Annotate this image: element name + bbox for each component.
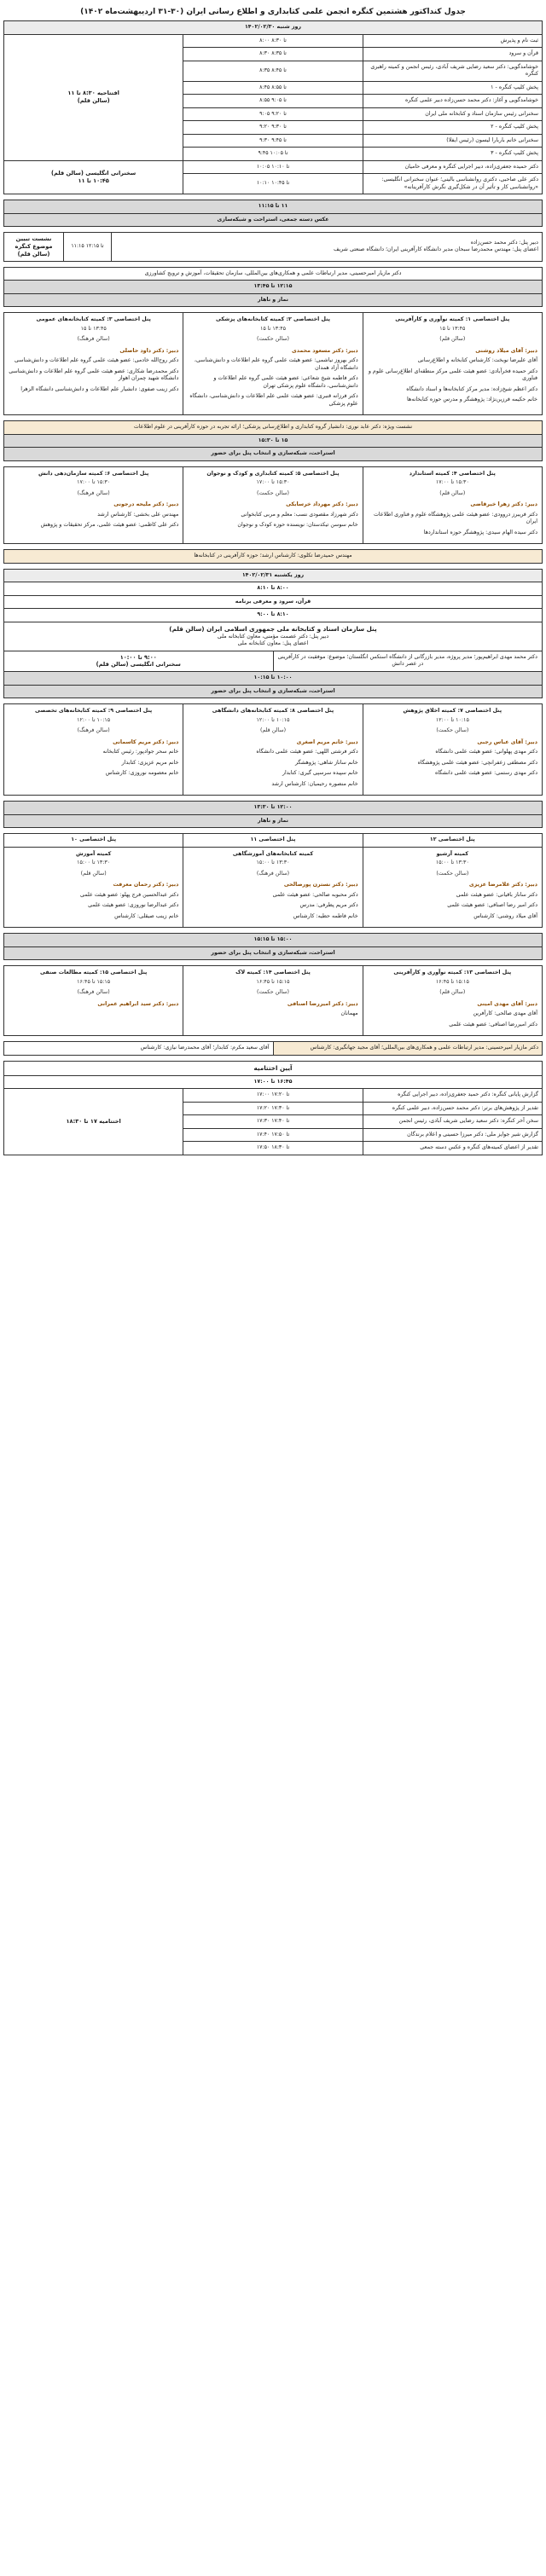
panel-hall: (سالن قلم) xyxy=(80,870,107,877)
panel-head: پنل اختصاصی ۱: کمیته نوآوری و کارآفرینی xyxy=(395,316,510,323)
panel-moderator: دبیر: دکتر امیررضا اصنافی xyxy=(287,1000,358,1007)
panel-speaker: خانم سحر جوادپور: رئیس کتابخانه xyxy=(102,749,179,755)
panel-hall: (سالن فرهنگ) xyxy=(77,489,110,496)
day2-table xyxy=(3,569,543,699)
schedule-time: ۹:۰۵ تا ۹:۲۰ xyxy=(183,107,363,121)
panel-speaker: دکتر شهرزاد مقصودی نسب: معلم و مربی کتابخوانی xyxy=(241,511,358,518)
panel-moderator: دبیر: آقای عباس رجبی xyxy=(477,738,537,745)
day2-panels-e xyxy=(3,965,543,1036)
day2-break2-text: استراحت، شبکه‌سازی و انتخاب پنل برای حضور xyxy=(4,946,543,960)
schedule-time: ۱۰:۱۰ تا ۱۰:۴۵ xyxy=(183,174,363,194)
panel-moderator: دبیر: دکتر رحمان معرفت xyxy=(113,882,179,889)
panel-time: ۱۰:۱۵ تا ۱۲:۰۰ xyxy=(435,716,469,723)
schedule-time: ۹:۳۰ تا ۹:۴۵ xyxy=(183,134,363,148)
panel-moderator: دبیر: دکتر غلامرضا عزیزی xyxy=(468,882,537,889)
closing-time: ۱۶:۴۵ تا ۱۷:۰۰ xyxy=(4,1075,543,1089)
special-talk: نشست ویژه: دکتر عابد نوری: دانشیار گروه کتابداری و اطلاع‌رسانی پزشکی؛ ارائه تجربه در حوزه کارآفرینی در علوم اطلاعات xyxy=(4,421,543,435)
panel-head: پنل اختصاصی ۶: کمیته سازمان‌دهی دانش xyxy=(38,470,149,477)
opening-side xyxy=(4,34,183,160)
policy-time: ۱۱:۱۵ تا ۱۲:۱۵ xyxy=(64,233,112,262)
panel-head: پنل اختصاصی ۸: کمیته کتابخانه‌های دانشگاهی xyxy=(212,708,334,715)
schedule-time: ۸:۳۵ تا ۸:۴۵ xyxy=(183,61,363,81)
schedule-text: دکتر علی صاحبی، دکتری روانشناسی بالینی؛ عنوان سخنرانی انگلیسی: «روانشناسی کار و تأثیر آن در شکل‌گیری نگرش کارآفرینانه» xyxy=(363,174,542,194)
panel-speaker: دکتر فرشتی اللهی: عضو هیئت علمی دانشگاه xyxy=(256,749,358,755)
keynote-label: سخنرانی انگلیسی (سالن قلم) xyxy=(51,170,136,177)
panel-time: ۱۳:۴۵ تا ۱۵ xyxy=(80,325,107,332)
day2-extra-notes xyxy=(3,1041,543,1056)
panel-head: پنل اختصاصی ۱۴: کمیته لاک xyxy=(235,970,311,976)
panel-head: پنل اختصاصی ۱۵: کمیته مطالعات صنفی xyxy=(39,970,148,976)
panel-hall: (سالن حکمت) xyxy=(257,489,290,496)
panel-cell xyxy=(4,704,183,796)
day2-panel-time: ۸:۱۰ تا ۹:۰۰ xyxy=(4,609,543,622)
day1-break1-text: عکس دسته جمعی، استراحت و شبکه‌سازی xyxy=(4,213,543,227)
day1-panels-b xyxy=(3,466,543,545)
panel-hall: (سالن حکمت) xyxy=(257,989,290,996)
closing-row-time: ۱۷:۳۰ تا ۱۷:۴۰ xyxy=(183,1115,363,1129)
panel-speaker: دکتر بهروز نیاشمی: عضو هیئت علمی گروه علم اطلاعات و دانش‌شناسی، دانشگاه آزاد همدان xyxy=(194,357,358,371)
panel-speaker: دکتر علی کاظمی: عضو هیئت علمی، مرکز تحقیقات و پژوهش xyxy=(40,522,179,529)
closing-side: اختتامیه ۱۷ تا ۱۸:۳۰ xyxy=(4,1089,183,1155)
panel-head: پنل اختصاصی ۳: کمیته کتابخانه‌های عمومی xyxy=(36,316,151,323)
day2-panels-d xyxy=(3,833,543,928)
closing-row-time: ۱۷:۲۰ تا ۱۷:۳۰ xyxy=(183,1102,363,1115)
schedule-row xyxy=(4,34,543,48)
panel-speaker: دکتر فاطمه شیخ شعاعی: عضو هیئت علمی گروه علم اطلاعات و دانش‌شناسی، دانشگاه علوم پزشکی تهران xyxy=(213,375,358,389)
schedule-text: پخش کلیپ کنگره - ۲ xyxy=(363,121,542,135)
panel-d-head: پنل اختصاصی ۱۲ xyxy=(363,834,542,848)
panel-speaker: دکتر مریم پطرفی: مدرس xyxy=(299,902,358,909)
policy-chair: دبیر پنل: دکتر محمد حسن‌زاده xyxy=(470,239,538,246)
day1-closing-note xyxy=(3,549,543,564)
day2-keynote-cell xyxy=(273,651,543,672)
panel-head: پنل اختصاصی ۹: کمیته کتابخانه‌های تخصصی xyxy=(35,708,153,715)
panel-time: ۱۵:۳۰ تا ۱۷:۰۰ xyxy=(435,479,469,486)
panel-speaker: خانم فاطمه حطیه: کارشناس xyxy=(293,912,358,919)
panel-hall: (سالن فرهنگ) xyxy=(256,870,290,877)
day2-start-time: ۸:۰۰ تا ۸:۱۰ xyxy=(4,582,543,596)
panel-moderator: دبیر: دکتر سید ابراهیم عمرانی xyxy=(97,1000,179,1007)
panel-cell xyxy=(183,466,363,544)
day2-start-text: قرآن، سرود و معرفی برنامه xyxy=(4,595,543,609)
panel-hall: (سالن قلم) xyxy=(439,489,466,496)
schedule-text: دکتر حمیده جعفری‌زاده، دبیر اجرایی کنگره و معرفی حامیان xyxy=(363,160,542,174)
schedule-text: پخش کلیپ کنگره - ۳ xyxy=(363,148,542,161)
panel-speaker: دکتر امیر رضا اصنافی: عضو هیئت علمی xyxy=(447,902,537,909)
panel-hall: (سالن فرهنگ) xyxy=(77,727,110,734)
closing-text: گزارش پایانی کنگره: دکتر حمید جعفری‌زاده، دبیر اجرایی کنگره xyxy=(363,1089,542,1103)
day1-policy-table xyxy=(3,232,543,262)
policy-cell xyxy=(112,233,543,262)
day2-break2-time: ۱۵:۰۰ تا ۱۵:۱۵ xyxy=(4,934,543,947)
day2-panel-title: پنل سازمان اسناد و کتابخانه ملی جمهوری اسلامی ایران (سالن قلم) xyxy=(169,624,377,633)
panel-hall: (سالن حکمت) xyxy=(436,727,469,734)
panel-d-head: پنل اختصاصی ۱۱ xyxy=(183,834,363,848)
panel-speaker: آقای میلاد روشنی: کارشناس xyxy=(473,912,537,919)
panel-cell xyxy=(363,313,542,415)
opening-label: افتتاحیه ۸:۳۰ تا ۱۱ xyxy=(67,90,119,97)
panel-speaker: دکتر ساناز باقیانی: عضو هیئت علمی xyxy=(456,891,537,898)
panel-head: پنل اختصاصی ۵: کمیته کتابداری و کودک و نوجوان xyxy=(206,470,340,477)
panel-cell xyxy=(4,466,183,544)
panel-time: ۱۵:۱۵ تا ۱۶:۴۵ xyxy=(77,978,111,985)
closing-header: آیین اختتامیه xyxy=(4,1061,543,1075)
schedule-text: خوشامدگویی: دکتر سعید رضایی شریف آبادی، رئیس انجمن و کمیته راهبری کنگره xyxy=(363,61,542,81)
panel-speaker: مهمانان xyxy=(340,1010,358,1017)
schedule-text: قرآن و سرود xyxy=(363,48,542,61)
panel-cell xyxy=(363,966,542,1036)
panel-head: پنل اختصاصی ۲: کمیته کتابخانه‌های پزشکی xyxy=(215,316,331,323)
panel-moderator: دبیر: دکتر زهرا خیرقاضی xyxy=(470,501,537,508)
panel-speaker: دکتر عبدالرضا نوروزی: عضو هیئت علمی xyxy=(88,902,179,909)
panel-cell xyxy=(4,966,183,1036)
panel-cell xyxy=(363,704,542,796)
day2-closing-table xyxy=(3,1061,543,1155)
panel-speaker: دکتر اعظم شیخ‌زاده: مدیر مرکز کتابخانه‌ها و اسناد دانشگاه xyxy=(406,385,537,392)
panel-speaker: دکتر حمیده فخرآبادی: عضو هیئت علمی مرکز منطقه‌ای اطلاع‌رسانی علوم و فناوری xyxy=(368,368,537,382)
panel-speaker: خانم زینب صیقلی: کارشناس xyxy=(114,912,179,919)
schedule-row xyxy=(4,160,543,174)
panel-head: کمیته آرشیو xyxy=(436,850,469,857)
panel-speaker: خانم حکیمه فرزین‌نژاد: پژوهشگر و مدرس حوزه کتابخانه‌ها xyxy=(406,397,537,403)
day2-panels-c xyxy=(3,703,543,796)
schedule-time: ۸:۴۵ تا ۸:۵۵ xyxy=(183,81,363,95)
panel-cell xyxy=(183,847,363,928)
schedule-time: ۱۰:۰۵ تا ۱۰:۱۰ xyxy=(183,160,363,174)
schedule-text: خوشامدگویی و آغاز: دکتر محمد حسن‌زاده دبیر علمی کنگره xyxy=(363,95,542,108)
panel-time: ۱۳:۳۰ تا ۱۵:۰۰ xyxy=(77,860,111,866)
panel-head: پنل اختصاصی ۱۳: کمیته نوآوری و کارآفرینی xyxy=(393,970,512,976)
panel-hall: (سالن قلم) xyxy=(259,727,287,734)
panel-time: ۱۳:۳۰ تا ۱۵:۰۰ xyxy=(256,860,290,866)
keynote-side xyxy=(4,160,183,194)
panel-time: ۱۵:۱۵ تا ۱۶:۴۵ xyxy=(256,978,290,985)
panel-cell xyxy=(183,704,363,796)
day1-opening-table xyxy=(3,20,543,194)
day2-lunch-table xyxy=(3,801,543,828)
day2-panel-cell xyxy=(4,622,543,651)
panel-speaker: آقای علیرضا نوبخت: کارشناس کتابخانه و اطلاع‌رسانی xyxy=(417,357,537,364)
panel-speaker: خانم سوسن تیکدستان: نویسنده حوزه کودک و نوجوان xyxy=(237,522,358,529)
panel-moderator: دبیر: خانم مریم اصغری xyxy=(296,738,358,745)
closing-row xyxy=(4,1089,543,1103)
schedule-time: ۹:۲۰ تا ۹:۳۰ xyxy=(183,121,363,135)
panel-speaker: دکتر محمدرضا شکاری: عضو هیئت علمی گروه علم اطلاعات و دانش‌شناسی دانشگاه شهید چمران اهواز xyxy=(9,368,179,382)
panel-time: ۱۵:۳۰ تا ۱۷:۰۰ xyxy=(77,479,111,486)
panel-speaker: دکتر مهدی رستمی: عضو هیئت علمی دانشگاه xyxy=(434,770,537,777)
panel-head: پنل اختصاصی ۷: کمیته اخلاق پژوهش xyxy=(403,708,502,715)
opening-hall: (سالن قلم) xyxy=(77,97,110,105)
panel-speaker: دکتر محبوبه صالحی: عضو هیئت علمی xyxy=(272,891,358,898)
day1-note-table xyxy=(3,267,543,308)
page-title: جدول کنداکتور هشتمین کنگره انجمن علمی کتابداری و اطلاع رسانی ایران (۳۰-۳۱ اردیبهشت‌ماه ۱۴۰۲) xyxy=(80,8,466,16)
panel-speaker: خانم سپیده سرسپی گیری: کتابدار xyxy=(282,770,358,777)
panel-speaker: دکتر زینب صفوی: دانشیار علم اطلاعات و دانش‌شناسی دانشگاه الزهرا xyxy=(20,385,179,392)
panel-hall: (سالن حکمت) xyxy=(257,336,290,343)
panel-cell xyxy=(363,847,542,928)
panel-speaker: مهندس علی بخشی: کارشناس ارشد xyxy=(97,511,179,518)
day1-lunch-text: نماز و ناهار xyxy=(4,293,543,307)
panel-head: کمیته کتابخانه‌های آموزشگاهی xyxy=(232,850,314,857)
panel-time: ۱۳:۴۵ تا ۱۵ xyxy=(439,325,466,332)
panel-hall: (سالن فرهنگ) xyxy=(77,989,110,996)
panel-moderator: دبیر: دکتر داود حاصلی xyxy=(119,347,179,354)
panel-head: کمیته آموزش xyxy=(75,850,112,857)
panel-hall: (سالن قلم) xyxy=(439,989,466,996)
day1-lunch-time: ۱۲:۱۵ تا ۱۳:۴۵ xyxy=(4,281,543,294)
panel-head: پنل اختصاصی ۴: کمیته استاندارد xyxy=(409,470,496,477)
day2-keynote-text: دکتر محمد مهدی ابراهیم‌پور؛ مدیر پروژه، مدیر بازرگانی از دانشگاه استکس انگلستان؛ موضوع: موفقیت در کارآفرینی در عصر دانش xyxy=(277,653,537,668)
panel-time: ۱۳:۳۰ تا ۱۵:۰۰ xyxy=(435,860,469,866)
day1-break2-text: استراحت، شبکه‌سازی و انتخاب پنل برای حضور xyxy=(4,448,543,461)
day2-keynote-side xyxy=(4,651,274,672)
day2-lunch-text: نماز و ناهار xyxy=(4,814,543,828)
keynote-time: ۱۰:۴۵ تا ۱۱ xyxy=(78,177,109,184)
schedule-time: ۹:۴۵ تا ۱۰:۰۵ xyxy=(183,148,363,161)
schedule-time: ۸:۵۵ تا ۹:۰۵ xyxy=(183,95,363,108)
panel-hall: (سالن قلم) xyxy=(439,336,466,343)
schedule-text: ثبت نام و پذیرش xyxy=(363,34,542,48)
panel-cell xyxy=(363,466,542,544)
schedule-text: سخنرانی رئیس سازمان اسناد و کتابخانه ملی ایران xyxy=(363,107,542,121)
day2-break2-table xyxy=(3,933,543,960)
extra-note-left: دکتر مازیار امیرحسینی: مدیر ارتباطات علمی و همکاری‌های بین‌المللی؛ آقای مجید جهانگیری: کارشناس xyxy=(273,1042,543,1056)
panel-hall: (سالن حکمت) xyxy=(436,870,469,877)
panel-speaker: خانم مریم عزیزی: کتابدار xyxy=(121,759,179,766)
day1-header: روز شنبه ۱۴۰۲/۰۲/۳۰ xyxy=(4,21,543,35)
panel-time: ۱۵:۳۰ تا ۱۷:۰۰ xyxy=(256,479,290,486)
panel-speaker: خانم معصومه نوروزی: کارشناس xyxy=(105,770,179,777)
day1-break-table xyxy=(3,200,543,227)
panel-speaker: دکتر فریبرز دروودی: عضو هیئت علمی پژوهشگاه علوم و فناوری اطلاعات ایران xyxy=(373,511,537,525)
closing-row-time: ۱۷:۴۰ تا ۱۷:۵۰ xyxy=(183,1128,363,1142)
panel-hall: (سالن فرهنگ) xyxy=(77,336,110,343)
panel-speaker: دکتر روح‌الله خادمی: عضو هیئت علمی گروه علم اطلاعات و دانش‌شناسی xyxy=(15,357,179,364)
panel-time: ۱۰:۱۵ تا ۱۲:۰۰ xyxy=(77,716,111,723)
day1-panels-a xyxy=(3,312,543,415)
schedule-text: سخنرانی خانم باربارا لیسون (رئیس ایفلا) xyxy=(363,134,542,148)
day1-break2-time: ۱۵ تا ۱۵:۳۰ xyxy=(4,434,543,448)
day2-break-text: استراحت، شبکه‌سازی و انتخاب پنل برای حضور xyxy=(4,685,543,698)
panel-cell xyxy=(183,313,363,415)
day2-panel-members: اعضای پنل: معاون کتابخانه ملی xyxy=(237,640,309,647)
day1-special-talk xyxy=(3,420,543,461)
panel-time: ۱۳:۴۵ تا ۱۵ xyxy=(259,325,287,332)
panel-time: ۱۵:۱۵ تا ۱۶:۴۵ xyxy=(435,978,469,985)
panel-speaker: دکتر فرزانه قنبری: عضو هیئت علمی علم اطلاعات و دانش‌شناسی، دانشگاه علوم پزشکی xyxy=(189,393,358,407)
panel-speaker: خانم ساناز شاهی: پژوهشگر xyxy=(294,759,358,766)
policy-members: اعضای پنل: مهندس محمدرضا سبحان مدیر دانشگاه کارآفرینی ایران؛ دانشگاه صنعتی شریف xyxy=(333,246,538,253)
closing-note: مهندس حمیدرضا تکلوی: کارشناس ارشد؛ حوزه کارآفرینی در کتابخانه‌ها xyxy=(4,550,543,564)
schedule-time: ۸:۰۰ تا ۸:۳۰ xyxy=(183,34,363,48)
extra-note-right: آقای سعید مکرم: کتابدار؛ آقای محمدرضا نیازی: کارشناس xyxy=(4,1042,274,1056)
closing-row-time: ۱۷:۵۰ تا ۱۸:۳۰ xyxy=(183,1142,363,1155)
panel-cell xyxy=(183,966,363,1036)
panel-time: ۱۰:۱۵ تا ۱۲:۰۰ xyxy=(256,716,290,723)
panel-speaker: آقای مهدی صالحی: کارآفرین xyxy=(473,1010,537,1017)
closing-text: تقدیر از اعضای کمیته‌های کنگره و عکس دسته جمعی xyxy=(363,1142,542,1155)
panel-speaker: خانم منصوره رحیمیان: کارشناس ارشد xyxy=(271,780,358,787)
closing-text: تقدیر از پژوهش‌های برتر: دکتر محمد حسن‌زاده، دبیر علمی کنگره xyxy=(363,1102,542,1115)
panel-moderator: دبیر: دکتر ملیحه درجونی xyxy=(113,501,179,508)
closing-text: گزارش شیر جوایز ملی: دکتر میرزا حسینی و اعلام برندگان xyxy=(363,1128,542,1142)
panel-cell xyxy=(4,313,183,415)
day1-break1-time: ۱۱ تا ۱۱:۱۵ xyxy=(4,200,543,214)
day2-header: روز یکشنبه ۱۴۰۲/۰۲/۳۱ xyxy=(4,569,543,582)
panel-moderator: دبیر: دکتر مسعود محمدی xyxy=(292,347,358,354)
closing-row-time: ۱۷:۰۰ تا ۱۷:۲۰ xyxy=(183,1089,363,1103)
panel-moderator: دبیر: دکتر نسترن پورصالحی xyxy=(283,882,358,889)
closing-text: سخن آخر کنگره: دکتر سعید رضایی شریف آبادی، رئیس انجمن xyxy=(363,1115,542,1129)
panel-moderator: دبیر: دکتر مهرداد خرسابکی xyxy=(286,501,358,508)
policy-note: دکتر مازیار امیرحسینی، مدیر ارتباطات علمی و همکاری‌های بین‌المللی، سازمان تحقیقات، آموزش و ترویج کشاورزی xyxy=(4,267,543,281)
day2-keynote-label: سخنرانی انگلیسی (سالن قلم) xyxy=(96,661,181,669)
panel-moderator: دبیر: آقای مهدی امینی xyxy=(477,1000,537,1007)
policy-label: نشست تبیین موضوع کنگره (سالن قلم) xyxy=(4,233,64,262)
schedule-text: پخش کلیپ کنگره - ۱ xyxy=(363,81,542,95)
panel-speaker: دکتر سیده الهام سیدی: پژوهشگر حوزه استانداردها xyxy=(423,529,537,535)
panel-speaker: دکتر امیررضا اصنافی: عضو هیئت علمی xyxy=(449,1021,537,1028)
panel-speaker: دکتر مهدی پهلوانی: عضو هیئت علمی دانشگاه xyxy=(435,749,537,755)
schedule-time: ۸:۳۰ تا ۸:۳۵ xyxy=(183,48,363,61)
day2-panel-chair: دبیر پنل: دکتر عصمت مؤمنی، معاون کتابخانه ملی xyxy=(217,633,329,640)
panel-moderator: دبیر: دکتر مریم کاسمانی xyxy=(113,738,179,745)
panel-moderator: دبیر: آقای میلاد روشنی xyxy=(475,347,537,354)
panel-cell xyxy=(4,847,183,928)
panel-speaker: دکتر عبدالحسین فرج پهلو: عضو هیئت علمی xyxy=(79,891,179,898)
panel-d-head: پنل اختصاصی ۱۰ xyxy=(4,834,183,848)
day2-break-time: ۱۰:۰۰ تا ۱۰:۱۵ xyxy=(4,672,543,686)
panel-speaker: دکتر مصطفی زعفرانچی: عضو هیئت علمی پژوهشگاه xyxy=(417,759,537,766)
day2-keynote-time: ۹:۰۰ تا ۱۰:۰۰ xyxy=(119,653,157,661)
day2-lunch-time: ۱۲:۰۰ تا ۱۳:۳۰ xyxy=(4,802,543,815)
